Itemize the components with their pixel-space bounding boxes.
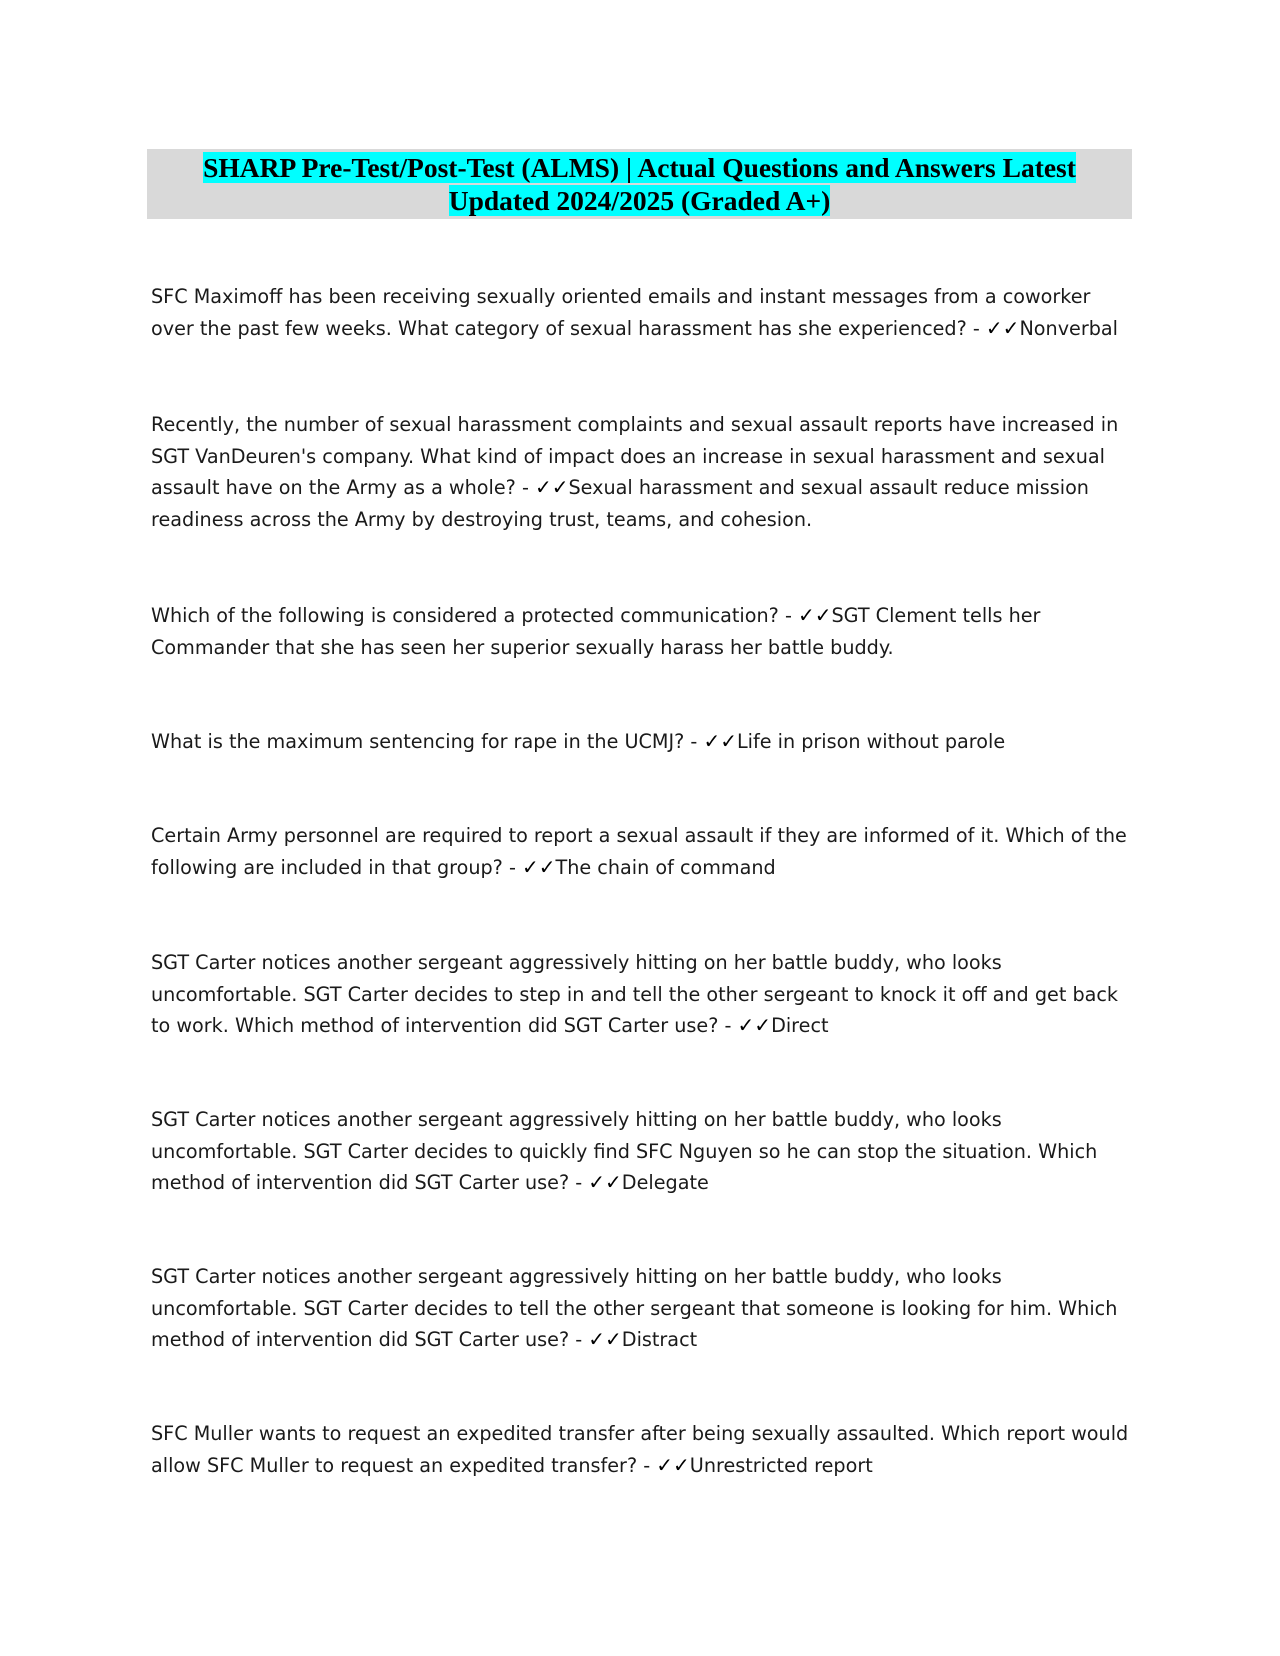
checkmark-icon: ✓✓ xyxy=(521,854,556,879)
qa-separator: - xyxy=(778,604,798,627)
question-text: Which of the following is considered a protected communication? xyxy=(151,604,779,627)
title-line-1-text: SHARP Pre-Test/Post-Test (ALMS) | Actual Questions and Answers Latest xyxy=(203,152,1076,183)
checkmark-icon: ✓✓ xyxy=(797,603,832,627)
title-line-1 xyxy=(147,151,1132,184)
checkmark-icon: ✓✓ xyxy=(588,1170,622,1194)
qa-separator: - xyxy=(718,1014,738,1037)
question-text: What is the maximum sentencing for rape in the UCMJ? xyxy=(151,730,685,753)
qa-item-2 xyxy=(151,409,1131,535)
checkmark-icon: ✓✓ xyxy=(588,1327,622,1351)
checkmark-icon: ✓✓ xyxy=(985,315,1020,340)
qa-separator: - xyxy=(966,316,986,340)
qa-separator: - xyxy=(569,1328,589,1351)
question-text: Certain Army personnel are required to report a sexual assault if they are informed of it. Which of the following are included in that group? xyxy=(151,824,1127,879)
qa-item-8 xyxy=(151,1261,1131,1356)
question-text: SGT Carter notices another sergeant aggressively hitting on her battle buddy, who looks uncomfortable. SGT Carter decides to quickly find SFC Nguyen so he can stop the situation. Which method of intervention did SGT Carter use? xyxy=(151,1108,1098,1194)
qa-separator: - xyxy=(637,1453,657,1477)
qa-separator: - xyxy=(684,730,704,753)
answer-text: The chain of command xyxy=(555,855,776,879)
answer-text: SGT Clement tells her Commander that she has seen her superior sexually harass her battle buddy. xyxy=(151,604,1041,659)
question-text: SFC Maximoff has been receiving sexually oriented emails and instant messages from a coworker over the past few weeks. What category of sexual harassment has she experienced? xyxy=(151,285,1091,340)
qa-separator: - xyxy=(502,855,522,879)
question-text: SGT Carter notices another sergeant aggressively hitting on her battle buddy, who looks uncomfortable. SGT Carter decides to step in and tell the other sergeant to knock it off and get back to work. Which method of intervention did SGT Carter use? xyxy=(151,951,1119,1037)
qa-item-7 xyxy=(151,1104,1131,1199)
qa-item-9 xyxy=(151,1418,1131,1481)
checkmark-icon: ✓✓ xyxy=(534,475,569,499)
qa-item-5 xyxy=(151,820,1131,883)
answer-text: Delegate xyxy=(621,1171,709,1194)
qa-separator: - xyxy=(515,476,535,499)
qa-item-6 xyxy=(151,947,1131,1042)
title-line-2 xyxy=(147,184,1132,217)
checkmark-icon: ✓✓ xyxy=(737,1013,772,1037)
question-text: SGT Carter notices another sergeant aggressively hitting on her battle buddy, who looks uncomfortable. SGT Carter decides to tell the other sergeant that someone is looking for him. Which method of intervention did SGT Carter use? xyxy=(151,1265,1118,1351)
qa-separator: - xyxy=(569,1171,589,1194)
question-text: Recently, the number of sexual harassment complaints and sexual assault reports have increased in SGT VanDeuren's company. What kind of impact does an increase in sexual harassment and sexual assault have on the Army as a whole? xyxy=(151,413,1119,499)
checkmark-icon: ✓✓ xyxy=(656,1452,690,1477)
answer-text: Unrestricted report xyxy=(689,1453,873,1477)
title-line-2-text: Updated 2024/2025 (Graded A+) xyxy=(448,185,831,216)
qa-item-1 xyxy=(151,281,1131,344)
answer-text: Nonverbal xyxy=(1019,316,1119,340)
answer-text: Direct xyxy=(771,1014,829,1037)
document-title xyxy=(147,149,1132,219)
qa-item-4 xyxy=(151,726,1131,758)
answer-text: Life in prison without parole xyxy=(736,730,1006,753)
checkmark-icon: ✓✓ xyxy=(703,729,737,753)
answer-text: Distract xyxy=(621,1328,698,1351)
qa-item-3 xyxy=(151,600,1131,663)
answer-text: Sexual harassment and sexual assault reduce mission readiness across the Army by destroying trust, teams, and cohesion. xyxy=(151,476,1089,531)
question-text: SFC Muller wants to request an expedited transfer after being sexually assaulted. Which report would allow SFC Muller to request an expedited transfer? xyxy=(151,1422,1129,1477)
